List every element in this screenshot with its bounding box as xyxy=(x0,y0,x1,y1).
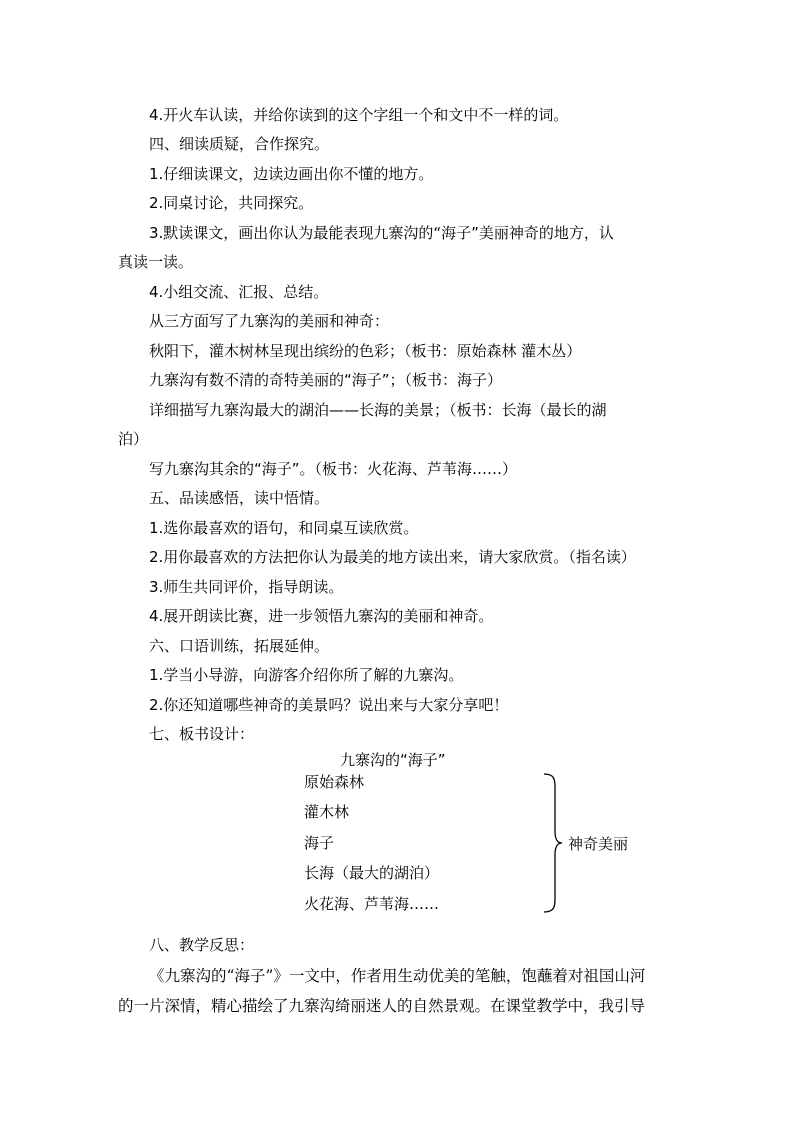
board-item: 海子 xyxy=(304,834,335,852)
board-item: 原始森林 xyxy=(304,773,365,791)
step4-item3-line1: 3.默读课文，画出你认为最能表现九寨沟的“海子”美丽神奇的地方，认 xyxy=(149,224,614,242)
step5-item4: 4.展开朗读比赛，进一步领悟九寨沟的美丽和神奇。 xyxy=(149,607,494,625)
summary-point3-line1: 详细描写九寨沟最大的湖泊——长海的美景；（板书：长海（最长的湖 xyxy=(149,401,607,419)
summary-point1: 秋阳下，灌木树林呈现出缤纷的色彩；（板书：原始森林 灌木丛） xyxy=(149,342,582,360)
reflection-line2: 的一片深情，精心描绘了九寨沟绮丽迷人的自然景观。在课堂教学中，我引导 xyxy=(118,997,646,1015)
reflection-line1: 《九寨沟的“海子”》一文中，作者用生动优美的笔触，饱蘸着对祖国山河 xyxy=(149,967,646,985)
step3-item4: 4.开火车认读，并给你读到的这个字组一个和文中不一样的词。 xyxy=(149,106,569,124)
step4-item3-line2: 真读一读。 xyxy=(118,253,194,271)
board-item: 火花海、芦苇海…… xyxy=(304,895,440,913)
step4-item1: 1.仔细读课文，边读边画出你不懂的地方。 xyxy=(149,165,434,183)
step6-heading: 六、口语训练，拓展延伸。 xyxy=(149,637,330,655)
summary-intro: 从三方面写了九寨沟的美丽和神奇： xyxy=(149,312,390,330)
step5-heading: 五、品读感悟，读中悟情。 xyxy=(149,489,330,507)
summary-point2: 九寨沟有数不清的奇特美丽的“海子”；（板书：海子） xyxy=(149,371,503,389)
right-brace-icon xyxy=(540,773,564,913)
step8-heading: 八、教学反思： xyxy=(149,936,255,954)
summary-point3-line2: 泊） xyxy=(118,430,149,448)
step4-item2: 2.同桌讨论，共同探究。 xyxy=(149,194,314,212)
step6-item2: 2.你还知道哪些神奇的美景吗？说出来与大家分享吧！ xyxy=(149,696,509,714)
step5-item2: 2.用你最喜欢的方法把你认为最美的地方读出来，请大家欣赏。（指名读） xyxy=(149,548,636,566)
board-result: 神奇美丽 xyxy=(568,835,629,853)
step4-heading: 四、细读质疑，合作探究。 xyxy=(149,135,330,153)
step6-item1: 1.学当小导游，向游客介绍你所了解的九寨沟。 xyxy=(149,666,464,684)
board-item: 灌木林 xyxy=(304,803,350,821)
step5-item3: 3.师生共同评价，指导朗读。 xyxy=(149,578,344,596)
summary-point4: 写九寨沟其余的“海子”。（板书：火花海、芦苇海……） xyxy=(149,460,518,478)
step5-item1: 1.选你最喜欢的语句，和同桌互读欣赏。 xyxy=(149,519,419,537)
board-title: 九寨沟的“海子” xyxy=(340,751,446,769)
board-item: 长海（最大的湖泊） xyxy=(304,864,440,882)
step4-item4: 4.小组交流、汇报、总结。 xyxy=(149,283,329,301)
step7-heading: 七、板书设计： xyxy=(149,725,255,743)
